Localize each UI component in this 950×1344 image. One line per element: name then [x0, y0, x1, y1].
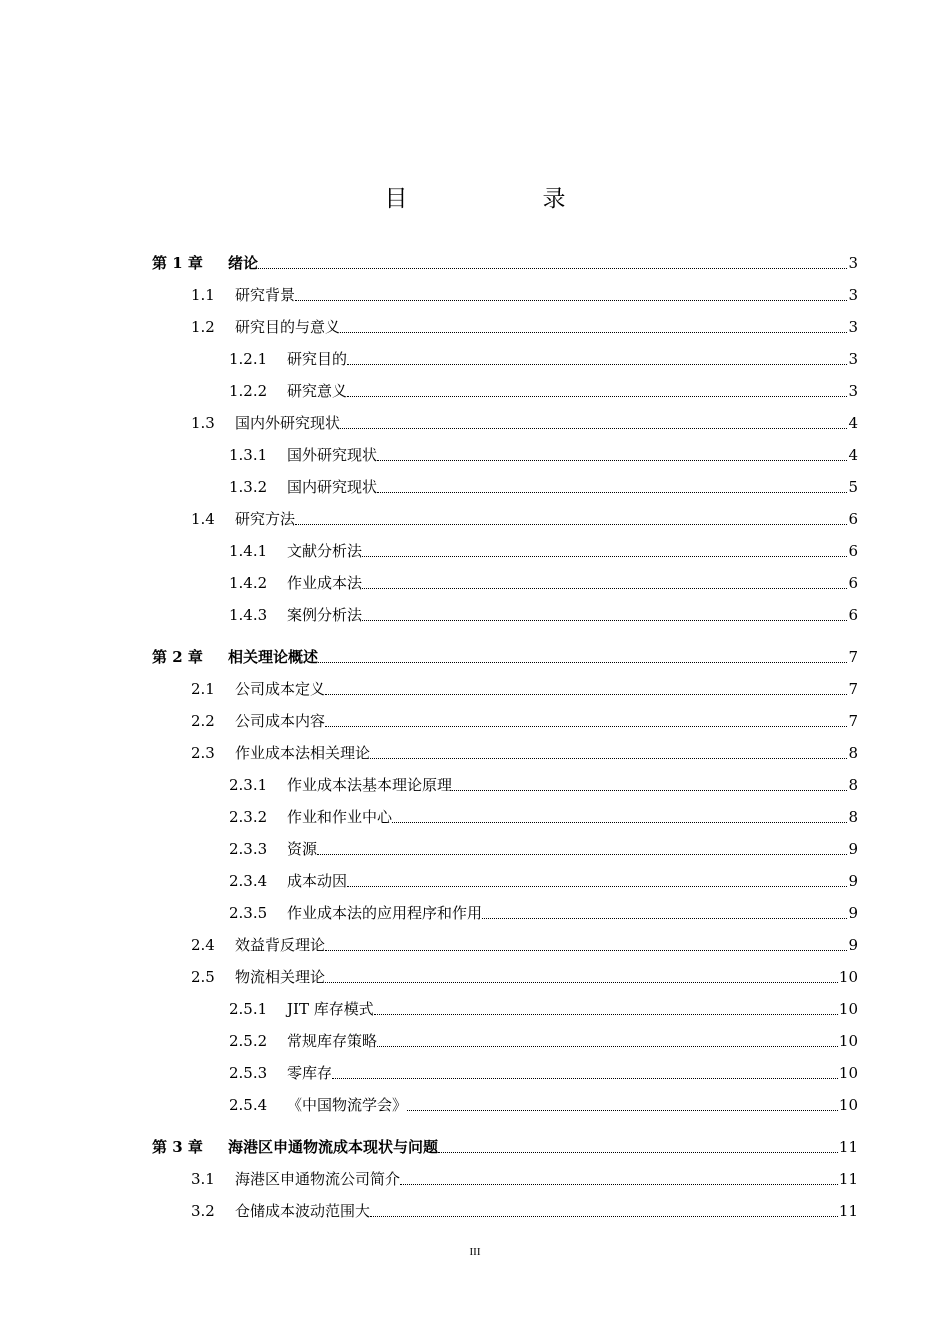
toc-entry-title: JIT 库存模式: [287, 1000, 374, 1018]
toc-section-entry[interactable]: [229, 866, 858, 890]
toc-dot-leader: [377, 492, 847, 493]
toc-section-entry[interactable]: [229, 834, 858, 858]
toc-entry-page: 11: [838, 1170, 858, 1188]
toc-section-entry[interactable]: [191, 706, 858, 730]
toc-entry-page: 6: [848, 606, 858, 624]
toc-entry-title: 公司成本定义: [235, 680, 326, 698]
toc-entry-number: 1.2.1: [229, 350, 268, 368]
toc-entry-page: 9: [848, 872, 858, 890]
toc-dot-leader: [347, 396, 847, 397]
toc-entry-page: 10: [838, 1000, 858, 1018]
toc-entry-title: 作业成本法的应用程序和作用: [287, 904, 483, 922]
toc-entry-page: 10: [838, 1096, 858, 1114]
toc-entry-number: 2.3.2: [229, 808, 268, 826]
toc-entry-page: 9: [848, 840, 858, 858]
toc-section-entry[interactable]: [191, 312, 858, 336]
toc-entry-title: 效益背反理论: [235, 936, 326, 954]
toc-section-entry[interactable]: [191, 1196, 858, 1220]
toc-dot-leader: [370, 1216, 838, 1217]
toc-entry-title: 国外研究现状: [287, 446, 378, 464]
toc-dot-leader: [374, 1014, 838, 1015]
toc-section-entry[interactable]: [191, 504, 858, 528]
toc-dot-leader: [258, 268, 847, 269]
toc-entry-page: 3: [848, 254, 858, 272]
toc-entry-number: 2.5.3: [229, 1064, 268, 1082]
toc-section-entry[interactable]: [229, 376, 858, 400]
toc-entry-number: 1.2: [191, 318, 215, 336]
toc-entry-title: 资源: [287, 840, 318, 858]
toc-entry-page: 9: [848, 936, 858, 954]
toc-entry-page: 3: [848, 318, 858, 336]
toc-entry-number: 2.5: [191, 968, 215, 986]
toc-section-entry[interactable]: [229, 898, 858, 922]
toc-entry-page: 8: [848, 776, 858, 794]
toc-section-entry[interactable]: [229, 344, 858, 368]
toc-section-entry[interactable]: [229, 1090, 858, 1114]
toc-dot-leader: [295, 524, 847, 525]
toc-section-entry[interactable]: [191, 280, 858, 304]
toc-entry-page: 10: [838, 1064, 858, 1082]
toc-dot-leader: [438, 1152, 838, 1153]
toc-entry-page: 11: [838, 1138, 858, 1156]
toc-entry-number: 1.4.3: [229, 606, 268, 624]
toc-section-entry[interactable]: [191, 1164, 858, 1188]
toc-entry-number: 2.3.5: [229, 904, 268, 922]
toc-entry-number: 2.3.3: [229, 840, 268, 858]
toc-entry-page: 10: [838, 968, 858, 986]
toc-entry-page: 3: [848, 382, 858, 400]
toc-dot-leader: [332, 1078, 838, 1079]
toc-chapter-entry[interactable]: [152, 248, 858, 272]
toc-entry-number: 2.5.1: [229, 1000, 268, 1018]
toc-chapter-entry[interactable]: [152, 1132, 858, 1156]
toc-entry-title: 文献分析法: [287, 542, 363, 560]
toc-dot-leader: [400, 1184, 838, 1185]
toc-section-entry[interactable]: [229, 1026, 858, 1050]
toc-entry-page: 6: [848, 510, 858, 528]
toc-entry-title: 仓储成本波动范围大: [235, 1202, 371, 1220]
toc-entry-page: 6: [848, 542, 858, 560]
toc-entry-number: 2.4: [191, 936, 215, 954]
toc-entry-title: 作业和作业中心: [287, 808, 393, 826]
toc-dot-leader: [482, 918, 847, 919]
toc-dot-leader: [377, 1046, 838, 1047]
toc-dot-leader: [392, 822, 847, 823]
toc-entry-title: 物流相关理论: [235, 968, 326, 986]
toc-entry-title: 绪论: [228, 254, 259, 272]
toc-dot-leader: [325, 726, 847, 727]
toc-entry-title: 研究意义: [287, 382, 348, 400]
toc-entry-page: 7: [848, 648, 858, 666]
toc-entry-number: 2.2: [191, 712, 215, 730]
toc-entry-title: 相关理论概述: [228, 648, 319, 666]
toc-dot-leader: [318, 662, 847, 663]
toc-entry-number: 1.4.1: [229, 542, 268, 560]
toc-dot-leader: [407, 1110, 838, 1111]
toc-entry-number: 2.1: [191, 680, 215, 698]
toc-dot-leader: [295, 300, 847, 301]
toc-entry-number: 1.3.2: [229, 478, 268, 496]
toc-dot-leader: [317, 854, 847, 855]
toc-entry-title: 零库存: [287, 1064, 333, 1082]
toc-entry-title: 公司成本内容: [235, 712, 326, 730]
toc-entry-title: 成本动因: [287, 872, 348, 890]
toc-entry-number: 1.3: [191, 414, 215, 432]
toc-section-entry[interactable]: [229, 994, 858, 1018]
toc-dot-leader: [347, 886, 847, 887]
toc-entry-number: 1.4.2: [229, 574, 268, 592]
toc-dot-leader: [347, 364, 847, 365]
toc-entry-title: 常规库存策略: [287, 1032, 378, 1050]
toc-entry-number: 2.3.4: [229, 872, 268, 890]
toc-dot-leader: [377, 460, 847, 461]
toc-entry-page: 5: [848, 478, 858, 496]
toc-entry-number: 第 2 章: [152, 648, 203, 666]
toc-entry-title: 海港区申通物流成本现状与问题: [228, 1138, 439, 1156]
toc-entry-title: 海港区申通物流公司简介: [235, 1170, 401, 1188]
toc-entry-page: 9: [848, 904, 858, 922]
toc-entry-title: 作业成本法基本理论原理: [287, 776, 453, 794]
toc-section-entry[interactable]: [229, 568, 858, 592]
toc-entry-number: 2.3: [191, 744, 215, 762]
toc-entry-number: 2.3.1: [229, 776, 268, 794]
toc-entry-title: 国内外研究现状: [235, 414, 341, 432]
toc-entry-page: 3: [848, 286, 858, 304]
toc-chapter-entry[interactable]: [152, 642, 858, 666]
toc-dot-leader: [340, 332, 847, 333]
toc-entry-title: 研究方法: [235, 510, 296, 528]
toc-dot-leader: [370, 758, 847, 759]
toc-dot-leader: [325, 982, 838, 983]
toc-entry-number: 1.1: [191, 286, 215, 304]
toc-section-entry[interactable]: [191, 674, 858, 698]
toc-section-entry[interactable]: [229, 440, 858, 464]
toc-title: 目 录: [384, 186, 622, 212]
toc-entry-page: 4: [848, 446, 858, 464]
toc-dot-leader: [362, 620, 847, 621]
toc-section-entry[interactable]: [191, 408, 858, 432]
toc-section-entry[interactable]: [229, 770, 858, 794]
toc-section-entry[interactable]: [191, 930, 858, 954]
toc-section-entry[interactable]: [229, 802, 858, 826]
toc-section-entry[interactable]: [229, 472, 858, 496]
toc-entry-page: 4: [848, 414, 858, 432]
toc-entry-number: 2.5.2: [229, 1032, 268, 1050]
page-number: III: [469, 1246, 481, 1258]
toc-entry-number: 3.2: [191, 1202, 215, 1220]
toc-dot-leader: [452, 790, 847, 791]
toc-entry-number: 1.4: [191, 510, 215, 528]
toc-entry-page: 10: [838, 1032, 858, 1050]
toc-dot-leader: [362, 556, 847, 557]
toc-entry-title: 研究目的与意义: [235, 318, 341, 336]
toc-section-entry[interactable]: [229, 600, 858, 624]
toc-entry-page: 6: [848, 574, 858, 592]
toc-entry-number: 1.2.2: [229, 382, 268, 400]
toc-entry-page: 11: [838, 1202, 858, 1220]
toc-section-entry[interactable]: [229, 536, 858, 560]
toc-entry-number: 2.5.4: [229, 1096, 268, 1114]
toc-entry-title: 案例分析法: [287, 606, 363, 624]
toc-entry-title: 国内研究现状: [287, 478, 378, 496]
toc-dot-leader: [325, 950, 847, 951]
toc-section-entry[interactable]: [191, 962, 858, 986]
toc-entry-number: 3.1: [191, 1170, 215, 1188]
toc-entry-title: 研究背景: [235, 286, 296, 304]
toc-entry-title: 作业成本法: [287, 574, 363, 592]
toc-entry-page: 7: [848, 680, 858, 698]
toc-section-entry[interactable]: [229, 1058, 858, 1082]
toc-entry-page: 3: [848, 350, 858, 368]
toc-entry-page: 8: [848, 744, 858, 762]
toc-entry-number: 1.3.1: [229, 446, 268, 464]
toc-entry-number: 第 3 章: [152, 1138, 203, 1156]
toc-section-entry[interactable]: [191, 738, 858, 762]
toc-entry-title: 作业成本法相关理论: [235, 744, 371, 762]
toc-entry-title: 《中国物流学会》: [287, 1096, 408, 1114]
toc-entry-page: 7: [848, 712, 858, 730]
toc-dot-leader: [340, 428, 847, 429]
toc-entry-title: 研究目的: [287, 350, 348, 368]
toc-dot-leader: [325, 694, 847, 695]
toc-entry-number: 第 1 章: [152, 254, 203, 272]
toc-dot-leader: [362, 588, 847, 589]
toc-entry-page: 8: [848, 808, 858, 826]
